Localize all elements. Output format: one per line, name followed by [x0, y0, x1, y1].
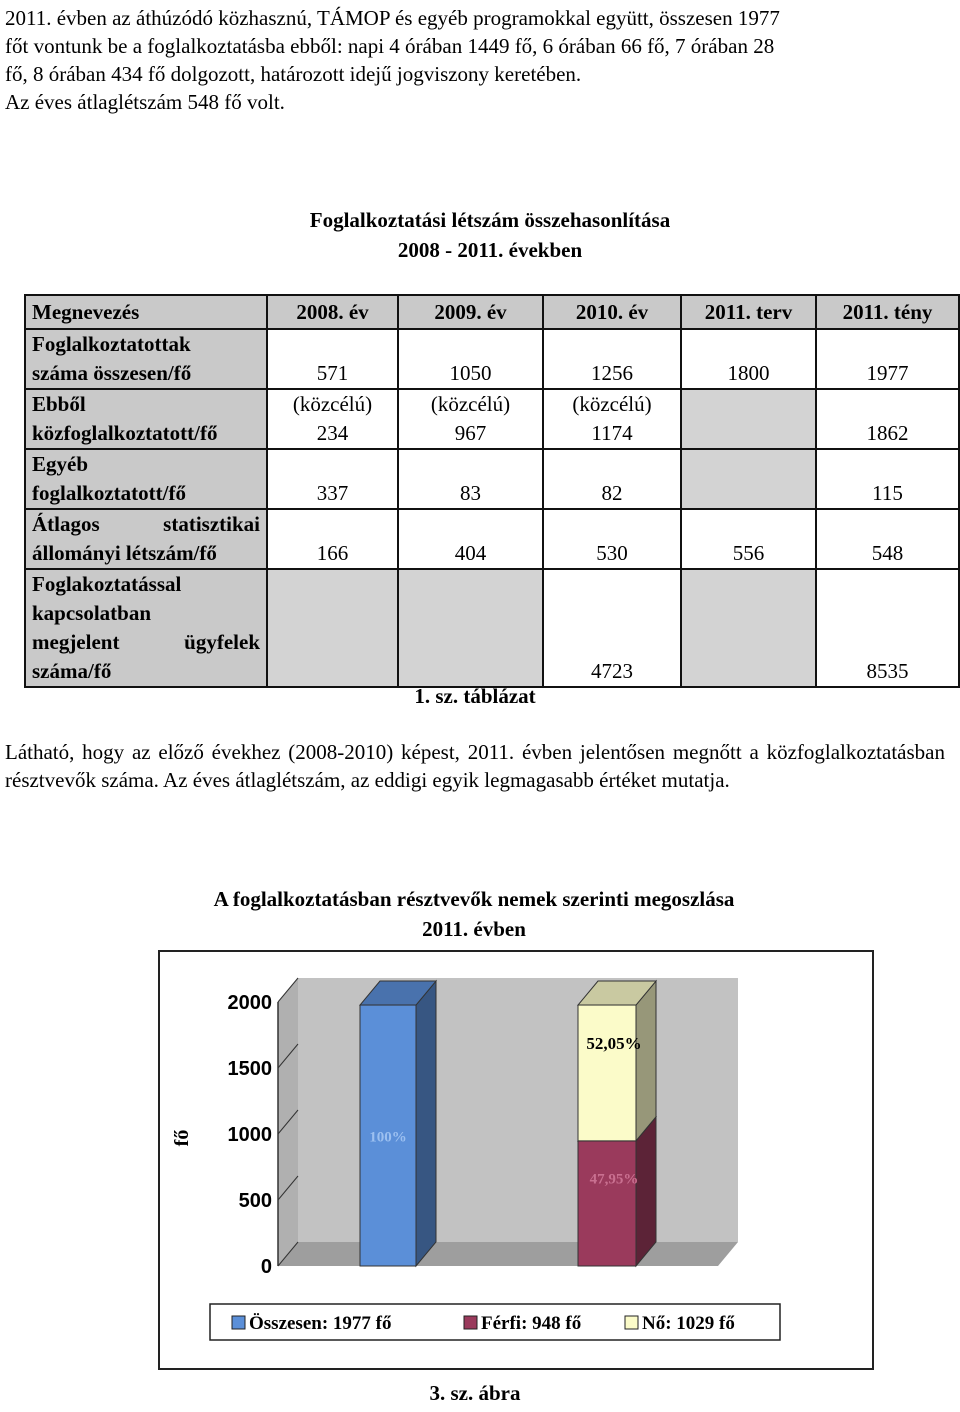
bar-male-side	[636, 1117, 656, 1266]
bar-total-side	[416, 981, 436, 1266]
row-label-line: Foglalkoztatottak	[32, 332, 191, 356]
cell-value: 234	[316, 421, 349, 445]
legend-swatch	[232, 1316, 245, 1329]
row-label-line: Ebből	[32, 392, 86, 416]
table-row	[25, 569, 959, 687]
table-cell: 83	[398, 449, 543, 509]
data-label: 100%	[369, 1129, 407, 1146]
table-cell-empty	[398, 569, 543, 687]
row-label	[25, 509, 267, 569]
legend-swatch	[625, 1316, 638, 1329]
table-cell: 571	[267, 329, 398, 389]
column-header: 2010. év	[543, 295, 681, 329]
legend-label: Férfi: 948 fő	[481, 1313, 582, 1334]
table-cell: 530	[543, 509, 681, 569]
y-tick-label: 1000	[227, 1124, 272, 1146]
data-label: 52,05%	[586, 1034, 642, 1054]
intro-line: fő, 8 órában 434 fő dolgozott, határozott idejű jogviszony keretében.	[5, 62, 582, 86]
row-label-word: ügyfelek	[184, 630, 260, 654]
table-title	[10, 205, 960, 265]
row-label-word: statisztikai	[163, 512, 260, 536]
chart-title-line: 2011. évben	[422, 917, 526, 941]
summary-paragraph: Látható, hogy az előző évekhez (2008-2010) képest, 2011. évben jelentősen megnőtt a közfoglalkoztatásban résztvevők száma. Az éves átlaglétszám, az eddigi egyik legmagasabb értéket mutatja.	[5, 740, 945, 792]
bar-female-side	[636, 981, 656, 1141]
row-label	[25, 329, 267, 389]
legend-swatch	[464, 1316, 477, 1329]
y-tick-label: 1500	[227, 1058, 272, 1080]
table-cell: 556	[681, 509, 816, 569]
row-label-line: száma összesen/fő	[32, 361, 192, 385]
column-header: 2011. tény	[816, 295, 959, 329]
table-cell: 404	[398, 509, 543, 569]
column-header: 2008. év	[267, 295, 398, 329]
table-row	[25, 329, 959, 389]
intro-line: Az éves átlaglétszám 548 fő volt.	[5, 90, 285, 114]
row-label-line: kapcsolatban	[32, 601, 152, 625]
intro-paragraph	[5, 4, 950, 116]
table-cell-empty	[681, 389, 816, 449]
row-label	[25, 569, 267, 687]
comparison-table	[24, 294, 960, 688]
table-title-line: 2008 - 2011. években	[397, 238, 583, 262]
table-cell-empty	[681, 449, 816, 509]
cell-value: 967	[454, 421, 487, 445]
plot-floor	[278, 1242, 738, 1266]
chart-frame	[158, 950, 874, 1370]
column-header: Megnevezés	[25, 295, 267, 329]
cell-prefix: (közcélú)	[292, 392, 373, 416]
row-label-word: megjelent	[32, 630, 120, 654]
data-label: 47,95%	[589, 1171, 639, 1188]
y-axis-label: fő	[171, 1129, 193, 1147]
table-header-row	[25, 295, 959, 329]
chart-title	[0, 884, 954, 944]
table-title-line: Foglalkoztatási létszám összehasonlítása	[309, 208, 671, 232]
chart-caption: 3. sz. ábra	[429, 1381, 521, 1405]
row-label-line: közfoglalkoztatott/fő	[32, 421, 218, 445]
column-header: 2011. terv	[681, 295, 816, 329]
table-cell: 1977	[816, 329, 959, 389]
row-label-line: foglalkoztatott/fő	[32, 481, 186, 505]
table-cell: 82	[543, 449, 681, 509]
table-cell	[398, 389, 543, 449]
cell-value: 1174	[591, 421, 633, 445]
bar-male-front	[578, 1141, 636, 1266]
table-cell	[267, 389, 398, 449]
table-cell: 1862	[816, 389, 959, 449]
table-row	[25, 389, 959, 449]
table-row	[25, 509, 959, 569]
table-cell: 166	[267, 509, 398, 569]
y-tick-label: 500	[238, 1190, 272, 1212]
cell-prefix: (közcélú)	[430, 392, 511, 416]
row-label-word: Átlagos	[32, 512, 100, 536]
bar-female-front	[578, 1005, 636, 1141]
y-tick-label: 2000	[227, 992, 272, 1014]
intro-line: 2011. évben az áthúzódó közhasznú, TÁMOP és egyéb programokkal együtt, összesen 1977	[5, 6, 780, 30]
row-label-line: Egyéb	[32, 452, 89, 476]
row-label-line: Foglakoztatással	[32, 572, 182, 596]
legend-label: Összesen: 1977 fő	[249, 1313, 392, 1334]
table-caption: 1. sz. táblázat	[414, 684, 536, 708]
table-cell: 548	[816, 509, 959, 569]
row-label-line: száma/fő	[32, 659, 112, 683]
bar-chart	[160, 952, 872, 1368]
cell-prefix: (közcélú)	[572, 392, 652, 416]
chart-title-line: A foglalkoztatásban résztvevők nemek szerinti megoszlása	[213, 887, 735, 911]
intro-line: főt vontunk be a foglalkoztatásba ebből: napi 4 órában 1449 fő, 6 órában 66 fő, 7 órában 28	[5, 34, 775, 58]
table-cell: 1800	[681, 329, 816, 389]
table-cell: 1256	[543, 329, 681, 389]
table-cell: 4723	[543, 569, 681, 687]
table-cell-empty	[681, 569, 816, 687]
table-cell-empty	[267, 569, 398, 687]
row-label-line: állományi létszám/fő	[32, 541, 217, 565]
row-label-line	[32, 628, 260, 657]
y-tick-label: 0	[260, 1256, 272, 1278]
table-row	[25, 449, 959, 509]
table-cell	[543, 389, 681, 449]
row-label-line	[32, 510, 260, 539]
table-cell: 1050	[398, 329, 543, 389]
row-label	[25, 389, 267, 449]
table-cell: 8535	[816, 569, 959, 687]
row-label	[25, 449, 267, 509]
column-header: 2009. év	[398, 295, 543, 329]
table-cell: 337	[267, 449, 398, 509]
legend-label: Nő: 1029 fő	[642, 1313, 735, 1334]
table-cell: 115	[816, 449, 959, 509]
